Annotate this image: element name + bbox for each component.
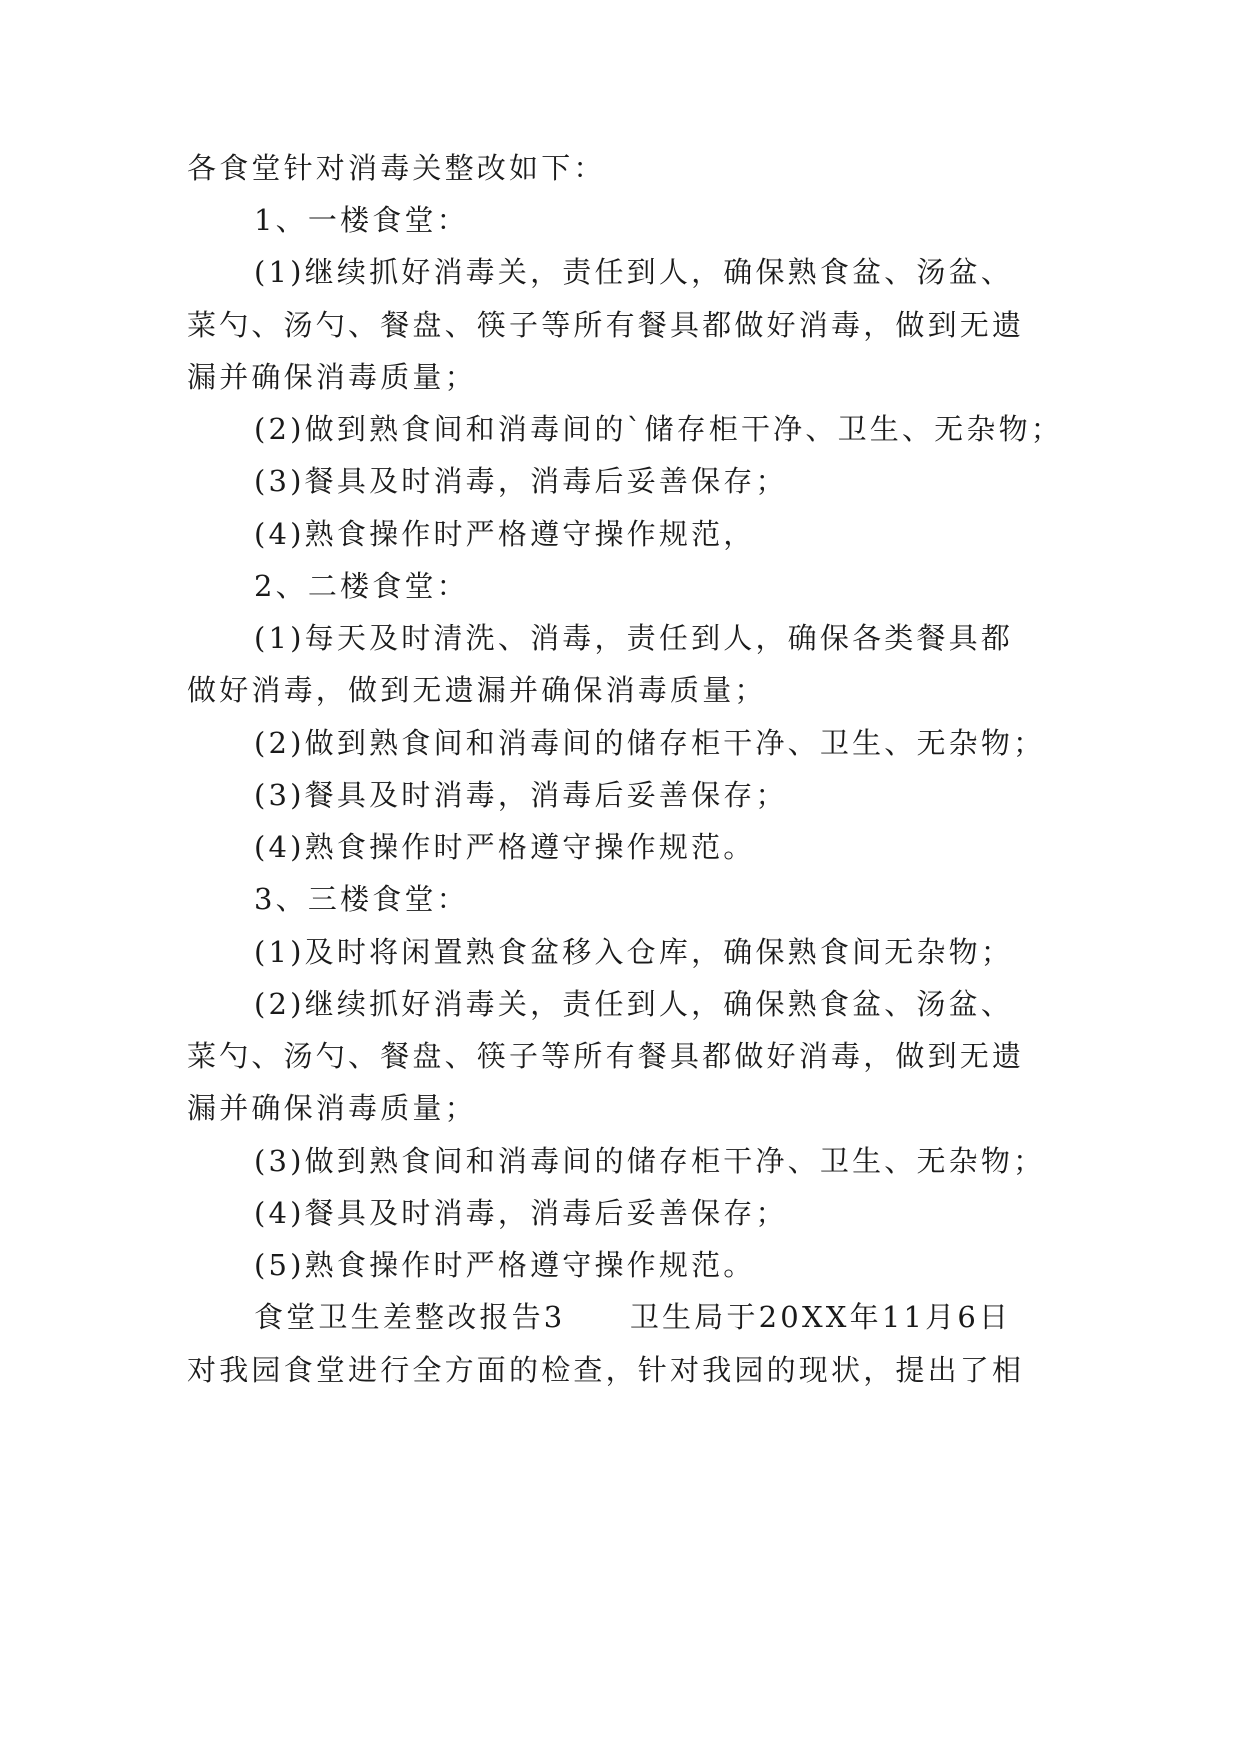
text-line: 做好消毒，做到无遗漏并确保消毒质量； [187,673,767,707]
text-line: 菜勺、汤勺、餐盘、筷子等所有餐具都做好消毒，做到无遗 [187,308,1025,342]
text-line: (2)继续抓好消毒关，责任到人，确保熟食盆、汤盆、 [254,987,1014,1021]
text-line: 1、一楼食堂： [254,203,469,237]
text-line: (3)餐具及时消毒，消毒后妥善保存； [254,778,788,812]
text-line: (1)继续抓好消毒关，责任到人，确保熟食盆、汤盆、 [254,255,1014,289]
text-line: (4)餐具及时消毒，消毒后妥善保存； [254,1196,788,1230]
text-line: (2)做到熟食间和消毒间的储存柜干净、卫生、无杂物； [254,726,1046,760]
text-line: 3、三楼食堂： [254,882,469,916]
text-line: (5)熟食操作时严格遵守操作规范。 [254,1248,756,1282]
text-line: 菜勺、汤勺、餐盘、筷子等所有餐具都做好消毒，做到无遗 [187,1039,1025,1073]
text-line: (4)熟食操作时严格遵守操作规范， [254,517,756,551]
text-line: 各食堂针对消毒关整改如下： [187,151,606,185]
text-line: (3)做到熟食间和消毒间的储存柜干净、卫生、无杂物； [254,1144,1046,1178]
text-line: 食堂卫生差整改报告3 卫生局于20XX年11月6日 [254,1300,1012,1334]
text-line: 对我园食堂进行全方面的检查，针对我园的现状，提出了相 [187,1353,1025,1387]
text-line: 漏并确保消毒质量； [187,360,477,394]
text-line: (1)每天及时清洗、消毒，责任到人，确保各类餐具都 [254,621,1014,655]
text-line: (2)做到熟食间和消毒间的`储存柜干净、卫生、无杂物； [254,412,1063,446]
text-line: (1)及时将闲置熟食盆移入仓库，确保熟食间无杂物； [254,935,1014,969]
text-line: (3)餐具及时消毒，消毒后妥善保存； [254,464,788,498]
text-line: (4)熟食操作时严格遵守操作规范。 [254,830,756,864]
text-line: 2、二楼食堂： [254,569,469,603]
text-line: 漏并确保消毒质量； [187,1091,477,1125]
